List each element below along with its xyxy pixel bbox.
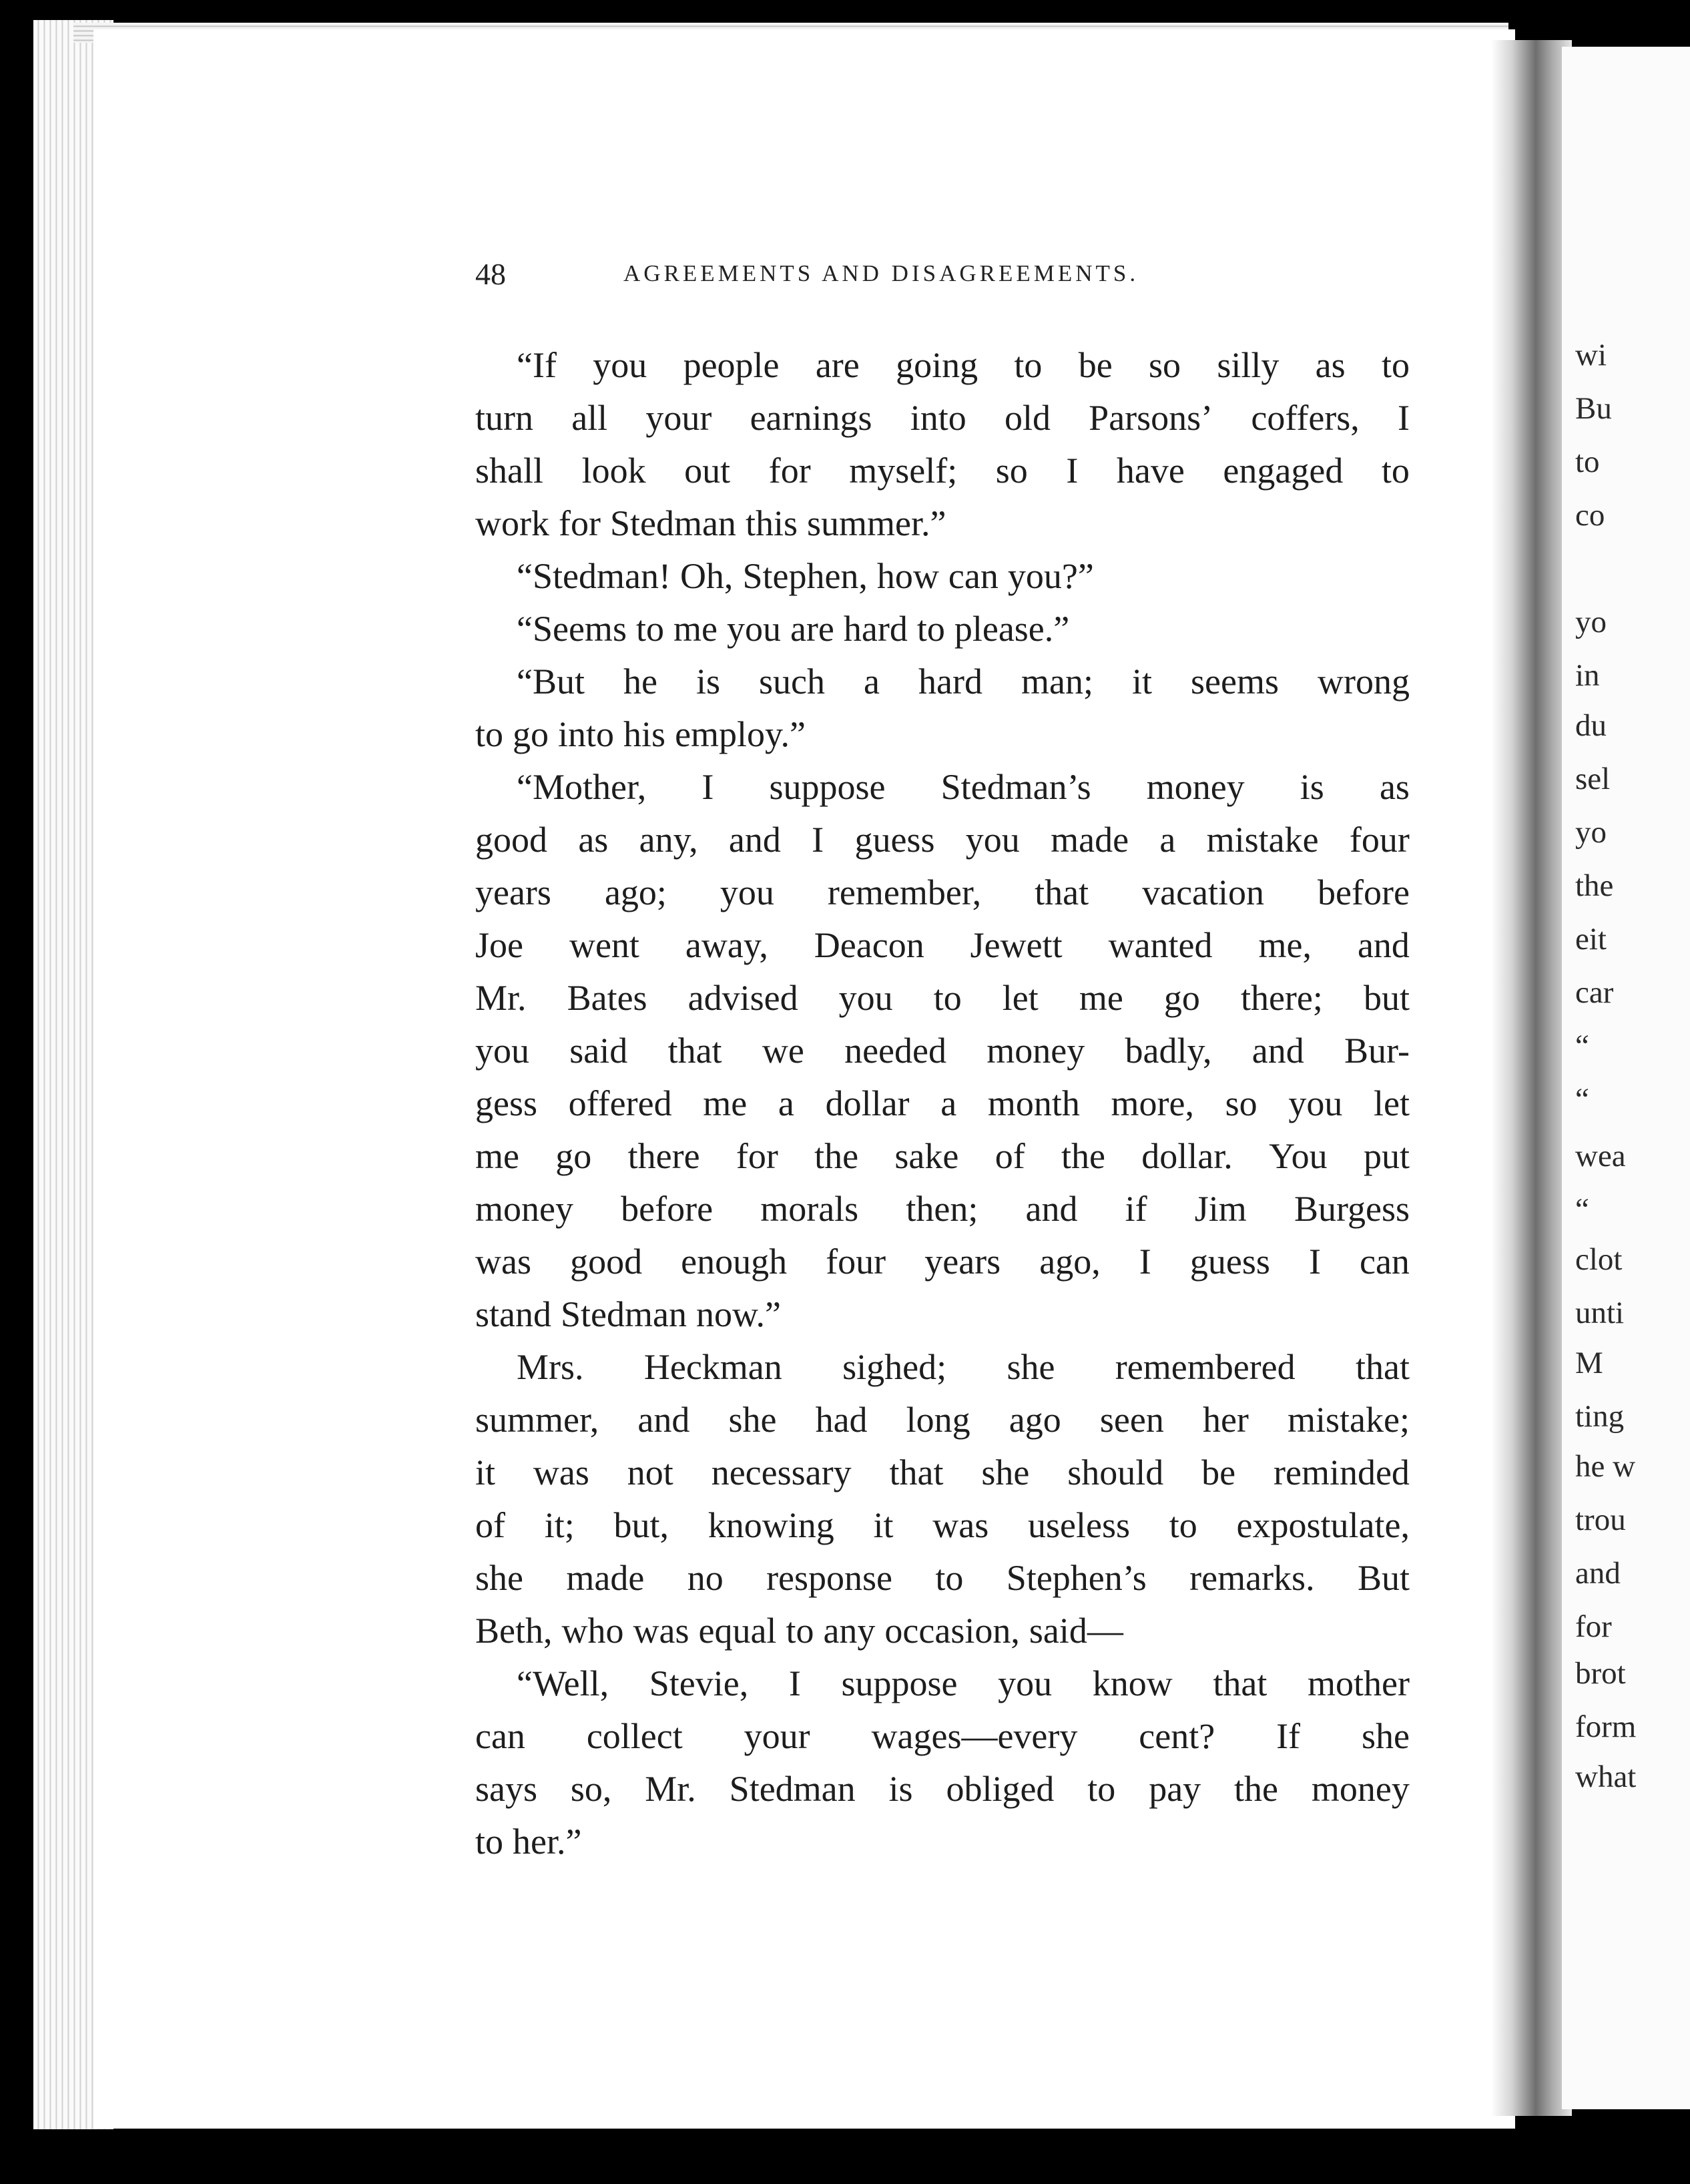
- word: four: [1349, 820, 1410, 860]
- word: that: [1355, 1347, 1410, 1387]
- word: if: [1125, 1189, 1147, 1229]
- word: ago;: [604, 872, 667, 912]
- word: to: [1087, 1769, 1116, 1809]
- word: Parsons’: [1089, 398, 1213, 438]
- body-text: [475, 339, 1410, 1868]
- text-line: [475, 655, 1410, 708]
- word: went: [569, 925, 639, 965]
- word: enough: [681, 1242, 788, 1282]
- word: people: [683, 345, 780, 385]
- text-line: [475, 1394, 1410, 1446]
- text-line: [475, 1816, 1410, 1868]
- word: engaged: [1223, 451, 1344, 491]
- text-line: [475, 866, 1410, 919]
- word: month: [987, 1083, 1080, 1123]
- word: such: [759, 661, 826, 702]
- word: remembered: [1115, 1347, 1296, 1387]
- word: she: [981, 1452, 1030, 1492]
- word: expostulate,: [1236, 1505, 1410, 1545]
- text-line: [475, 1446, 1410, 1499]
- word: it;: [544, 1505, 575, 1545]
- facing-page-line: M: [1575, 1346, 1603, 1380]
- word: you?”: [1007, 556, 1094, 596]
- word: away,: [685, 925, 768, 965]
- word: her.”: [513, 1822, 582, 1862]
- running-head: [475, 256, 1283, 296]
- word: she: [728, 1400, 777, 1440]
- word: Heckman: [643, 1347, 782, 1387]
- facing-page-line: ting: [1575, 1399, 1625, 1434]
- word: to: [1169, 1505, 1197, 1545]
- word: a: [778, 1083, 794, 1123]
- word: are: [815, 345, 860, 385]
- word: Stedman’s: [940, 767, 1091, 807]
- word: your: [744, 1716, 810, 1756]
- word: let: [1374, 1083, 1410, 1123]
- word: this: [745, 503, 798, 543]
- word: to: [475, 1822, 504, 1862]
- word: I: [1308, 1242, 1321, 1282]
- word: there: [627, 1136, 700, 1176]
- word: summer.”: [806, 503, 946, 543]
- text-line: [475, 392, 1410, 445]
- text-line: [475, 761, 1410, 814]
- word: sighed;: [842, 1347, 947, 1387]
- word: made: [566, 1558, 645, 1598]
- word: have: [1116, 451, 1185, 491]
- word: badly,: [1125, 1031, 1212, 1071]
- text-line: [475, 445, 1410, 497]
- facing-page-line: trou: [1575, 1503, 1626, 1537]
- word: to: [1381, 345, 1410, 385]
- word: a: [864, 661, 880, 702]
- word: all: [571, 398, 608, 438]
- word: there;: [1240, 978, 1323, 1018]
- word: so,: [570, 1769, 612, 1809]
- word: Bur-: [1344, 1031, 1410, 1071]
- word: but: [1363, 978, 1410, 1018]
- word: guess: [854, 820, 935, 860]
- facing-page-line: the: [1575, 868, 1614, 903]
- word: had: [815, 1400, 868, 1440]
- word: shall: [475, 451, 543, 491]
- text-line: [475, 1236, 1410, 1288]
- word: hard: [843, 609, 908, 649]
- facing-page-line: what: [1575, 1759, 1637, 1794]
- facing-page-line: “: [1575, 1029, 1589, 1063]
- facing-page-line: for: [1575, 1609, 1612, 1644]
- facing-page-line: eit: [1575, 922, 1607, 957]
- facing-page-line: yo: [1575, 815, 1607, 850]
- word: to: [635, 609, 664, 649]
- word: to: [935, 1558, 964, 1598]
- text-line: [475, 1077, 1410, 1130]
- word: you: [720, 872, 774, 912]
- word: wages—every: [871, 1716, 1078, 1756]
- word: offered: [568, 1083, 672, 1123]
- word: work: [475, 503, 549, 543]
- facing-page-line: he w: [1575, 1449, 1636, 1484]
- word: ago,: [1039, 1242, 1101, 1282]
- word: to: [475, 714, 504, 754]
- word: to: [1381, 451, 1410, 491]
- word: going: [896, 345, 978, 385]
- word: is: [888, 1769, 913, 1809]
- word: guess: [1189, 1242, 1270, 1282]
- word: money: [987, 1031, 1085, 1071]
- word: Mr.: [475, 978, 527, 1018]
- word: we: [762, 1031, 804, 1071]
- word: silly: [1217, 345, 1280, 385]
- word: to: [933, 978, 962, 1018]
- word: to: [1014, 345, 1043, 385]
- word: wrong: [1318, 661, 1410, 702]
- word: was: [533, 1452, 589, 1492]
- word: useless: [1028, 1505, 1130, 1545]
- word: a: [940, 1083, 957, 1123]
- word: let: [1002, 978, 1039, 1018]
- word: can: [1360, 1242, 1410, 1282]
- word: before: [621, 1189, 714, 1229]
- word: Beth,: [475, 1611, 553, 1651]
- text-line: [475, 1552, 1410, 1605]
- facing-page-line: yo: [1575, 605, 1607, 639]
- word: is: [1300, 767, 1324, 807]
- word: as: [1379, 767, 1410, 807]
- word: occasion,: [884, 1611, 1020, 1651]
- word: mistake;: [1288, 1400, 1410, 1440]
- text-line: [475, 497, 1410, 550]
- word: should: [1067, 1452, 1164, 1492]
- word: the: [1061, 1136, 1105, 1176]
- text-line: [475, 1130, 1410, 1183]
- word: Bates: [567, 978, 647, 1018]
- word: four: [826, 1242, 886, 1282]
- word: I: [1397, 398, 1410, 438]
- word: I: [788, 1663, 801, 1703]
- word: “Seems: [517, 609, 627, 649]
- word: it: [873, 1505, 894, 1545]
- facing-page: [1562, 47, 1690, 2109]
- word: you: [838, 978, 893, 1018]
- word: that: [1213, 1663, 1268, 1703]
- text-line: [475, 1025, 1410, 1077]
- word: that: [667, 1031, 722, 1071]
- text-line: [475, 339, 1410, 392]
- word: money: [1311, 1769, 1410, 1809]
- word: you: [965, 820, 1020, 860]
- word: said—: [1029, 1611, 1123, 1651]
- word: vacation: [1142, 872, 1265, 912]
- word: be: [1078, 345, 1113, 385]
- word: to: [786, 1611, 814, 1651]
- word: any: [823, 1611, 876, 1651]
- word: coffers,: [1251, 398, 1360, 438]
- text-line: [475, 1710, 1410, 1763]
- word: the: [814, 1136, 859, 1176]
- word: she: [1361, 1716, 1410, 1756]
- word: and: [1251, 1031, 1304, 1071]
- word: said: [569, 1031, 628, 1071]
- text-line: [475, 550, 1410, 603]
- book-gutter-shadow: [1492, 40, 1572, 2116]
- word: her: [1202, 1400, 1249, 1440]
- word: I: [701, 767, 714, 807]
- word: man;: [1021, 661, 1093, 702]
- word: years: [924, 1242, 1001, 1282]
- word: so: [1149, 345, 1181, 385]
- word: more,: [1111, 1083, 1194, 1123]
- facing-page-line: car: [1575, 975, 1614, 1010]
- word: that: [1035, 872, 1089, 912]
- running-head-title: AGREEMENTS AND DISAGREEMENTS.: [623, 260, 1139, 286]
- word: go: [513, 714, 549, 754]
- facing-page-line: in: [1575, 658, 1600, 693]
- word: response: [766, 1558, 893, 1598]
- facing-page-line: and: [1575, 1556, 1621, 1591]
- facing-page-line: to: [1575, 445, 1600, 479]
- word: old: [1004, 398, 1051, 438]
- word: me: [703, 1083, 748, 1123]
- facing-page-line: Bu: [1575, 391, 1612, 426]
- word: ago: [1009, 1400, 1061, 1440]
- word: so: [995, 451, 1028, 491]
- word: made: [1051, 820, 1129, 860]
- word: Jewett: [970, 925, 1063, 965]
- word: you: [1288, 1083, 1343, 1123]
- word: you: [726, 609, 781, 649]
- word: reminded: [1274, 1452, 1410, 1492]
- word: and: [1025, 1189, 1078, 1229]
- word: is: [696, 661, 721, 702]
- word: summer,: [475, 1400, 599, 1440]
- word: she: [475, 1558, 523, 1598]
- word: earnings: [750, 398, 872, 438]
- word: hard: [918, 661, 982, 702]
- word: equal: [698, 1611, 777, 1651]
- word: then;: [906, 1189, 978, 1229]
- word: Joe: [475, 925, 523, 965]
- word: as: [578, 820, 609, 860]
- word: and: [637, 1400, 690, 1440]
- word: Stedman: [729, 1769, 856, 1809]
- word: Mrs.: [517, 1347, 584, 1387]
- text-line: [475, 919, 1410, 972]
- word: stand: [475, 1294, 551, 1334]
- word: Mr.: [645, 1769, 696, 1809]
- word: for: [736, 1136, 778, 1176]
- word: it: [1132, 661, 1153, 702]
- text-line: [475, 603, 1410, 655]
- word: me: [673, 609, 718, 649]
- word: and: [1357, 925, 1410, 965]
- word: and: [728, 820, 781, 860]
- word: necessary: [711, 1452, 852, 1492]
- word: sake: [894, 1136, 959, 1176]
- word: the: [1234, 1769, 1279, 1809]
- word: know: [1092, 1663, 1173, 1703]
- word: Oh,: [679, 556, 734, 596]
- word: You: [1269, 1136, 1328, 1176]
- word: that: [889, 1452, 944, 1492]
- word: “If: [517, 345, 557, 385]
- word: good: [475, 820, 547, 860]
- word: I: [812, 820, 824, 860]
- word: be: [1201, 1452, 1236, 1492]
- word: dollar: [825, 1083, 910, 1123]
- word: “Mother,: [517, 767, 647, 807]
- word: Stephen’s: [1006, 1558, 1147, 1598]
- word: gess: [475, 1083, 537, 1123]
- word: he: [623, 661, 657, 702]
- text-line: [475, 708, 1410, 761]
- word: remember,: [827, 872, 982, 912]
- word: seen: [1099, 1400, 1164, 1440]
- word: knowing: [708, 1505, 834, 1545]
- word: Stedman: [561, 1294, 687, 1334]
- word: not: [627, 1452, 673, 1492]
- word: no: [687, 1558, 724, 1598]
- word: suppose: [841, 1663, 958, 1703]
- word: you: [593, 345, 647, 385]
- word: you: [998, 1663, 1053, 1703]
- facing-page-line: unti: [1575, 1296, 1625, 1330]
- word: obliged: [946, 1769, 1055, 1809]
- text-line: [475, 1605, 1410, 1657]
- word: can: [475, 1716, 525, 1756]
- word: Stedman: [609, 503, 736, 543]
- facing-page-line: form: [1575, 1709, 1637, 1744]
- word: his: [623, 714, 666, 754]
- word: says: [475, 1769, 537, 1809]
- word: for: [558, 503, 601, 543]
- text-line: [475, 1341, 1410, 1394]
- word: was: [475, 1242, 531, 1282]
- word: Burgess: [1294, 1189, 1410, 1229]
- text-line: [475, 1657, 1410, 1710]
- facing-page-line: brot: [1575, 1656, 1626, 1691]
- word: money: [1146, 767, 1245, 807]
- word: put: [1363, 1136, 1410, 1176]
- word: mother: [1308, 1663, 1410, 1703]
- word: I: [1139, 1242, 1151, 1282]
- word: “Stedman!: [517, 556, 671, 596]
- word: pay: [1149, 1769, 1201, 1809]
- word: “Well,: [517, 1663, 609, 1703]
- word: mistake: [1206, 820, 1319, 860]
- word: go: [555, 1136, 592, 1176]
- word: wanted: [1108, 925, 1213, 965]
- word: of: [995, 1136, 1025, 1176]
- word: your: [645, 398, 712, 438]
- word: Jim: [1194, 1189, 1247, 1229]
- word: any,: [639, 820, 698, 860]
- word: remarks.: [1189, 1558, 1315, 1598]
- word: before: [1318, 872, 1410, 912]
- word: myself;: [849, 451, 958, 491]
- word: she: [1007, 1347, 1055, 1387]
- word: but,: [613, 1505, 669, 1545]
- word: collect: [586, 1716, 683, 1756]
- word: money: [475, 1189, 573, 1229]
- word: are: [790, 609, 834, 649]
- text-line: [475, 1499, 1410, 1552]
- word: long: [906, 1400, 970, 1440]
- word: Stephen,: [742, 556, 868, 596]
- text-line: [475, 972, 1410, 1025]
- page-number: 48: [475, 257, 506, 291]
- word: Stevie,: [649, 1663, 749, 1703]
- word: who: [561, 1611, 624, 1651]
- word: go: [1163, 978, 1200, 1018]
- word: into: [558, 714, 615, 754]
- word: I: [1066, 451, 1079, 491]
- word: me: [475, 1136, 519, 1176]
- facing-page-line: “: [1575, 1192, 1589, 1227]
- facing-page-line: “: [1575, 1082, 1589, 1117]
- word: was: [633, 1611, 689, 1651]
- facing-page-line: sel: [1575, 762, 1611, 796]
- text-line: [475, 1763, 1410, 1816]
- word: how: [876, 556, 939, 596]
- word: If: [1276, 1716, 1301, 1756]
- word: cent?: [1139, 1716, 1215, 1756]
- word: out: [684, 451, 731, 491]
- word: as: [1315, 345, 1346, 385]
- word: to: [916, 609, 945, 649]
- word: me,: [1258, 925, 1312, 965]
- word: needed: [844, 1031, 946, 1071]
- word: a: [1159, 820, 1176, 860]
- facing-page-line: wea: [1575, 1139, 1626, 1173]
- text-line: [475, 1288, 1410, 1341]
- word: you: [475, 1031, 529, 1071]
- word: for: [768, 451, 811, 491]
- word: now.”: [695, 1294, 781, 1334]
- facing-page-line: clot: [1575, 1242, 1623, 1277]
- word: Deacon: [814, 925, 924, 965]
- word: look: [581, 451, 646, 491]
- word: of: [475, 1505, 505, 1545]
- word: But: [1357, 1558, 1410, 1598]
- word: into: [910, 398, 966, 438]
- word: years: [475, 872, 551, 912]
- facing-page-line: du: [1575, 708, 1607, 743]
- facing-page-line: wi: [1575, 338, 1607, 372]
- word: seems: [1191, 661, 1279, 702]
- text-line: [475, 814, 1410, 866]
- word: suppose: [769, 767, 886, 807]
- word: dollar.: [1141, 1136, 1233, 1176]
- word: so: [1225, 1083, 1257, 1123]
- word: please.”: [954, 609, 1070, 649]
- word: employ.”: [675, 714, 806, 754]
- word: “But: [517, 661, 585, 702]
- word: good: [570, 1242, 643, 1282]
- word: advised: [687, 978, 798, 1018]
- word: was: [932, 1505, 989, 1545]
- word: turn: [475, 398, 533, 438]
- word: it: [475, 1452, 496, 1492]
- word: morals: [760, 1189, 859, 1229]
- text-line: [475, 1183, 1410, 1236]
- facing-page-line: co: [1575, 498, 1605, 533]
- word: can: [948, 556, 999, 596]
- word: me: [1079, 978, 1123, 1018]
